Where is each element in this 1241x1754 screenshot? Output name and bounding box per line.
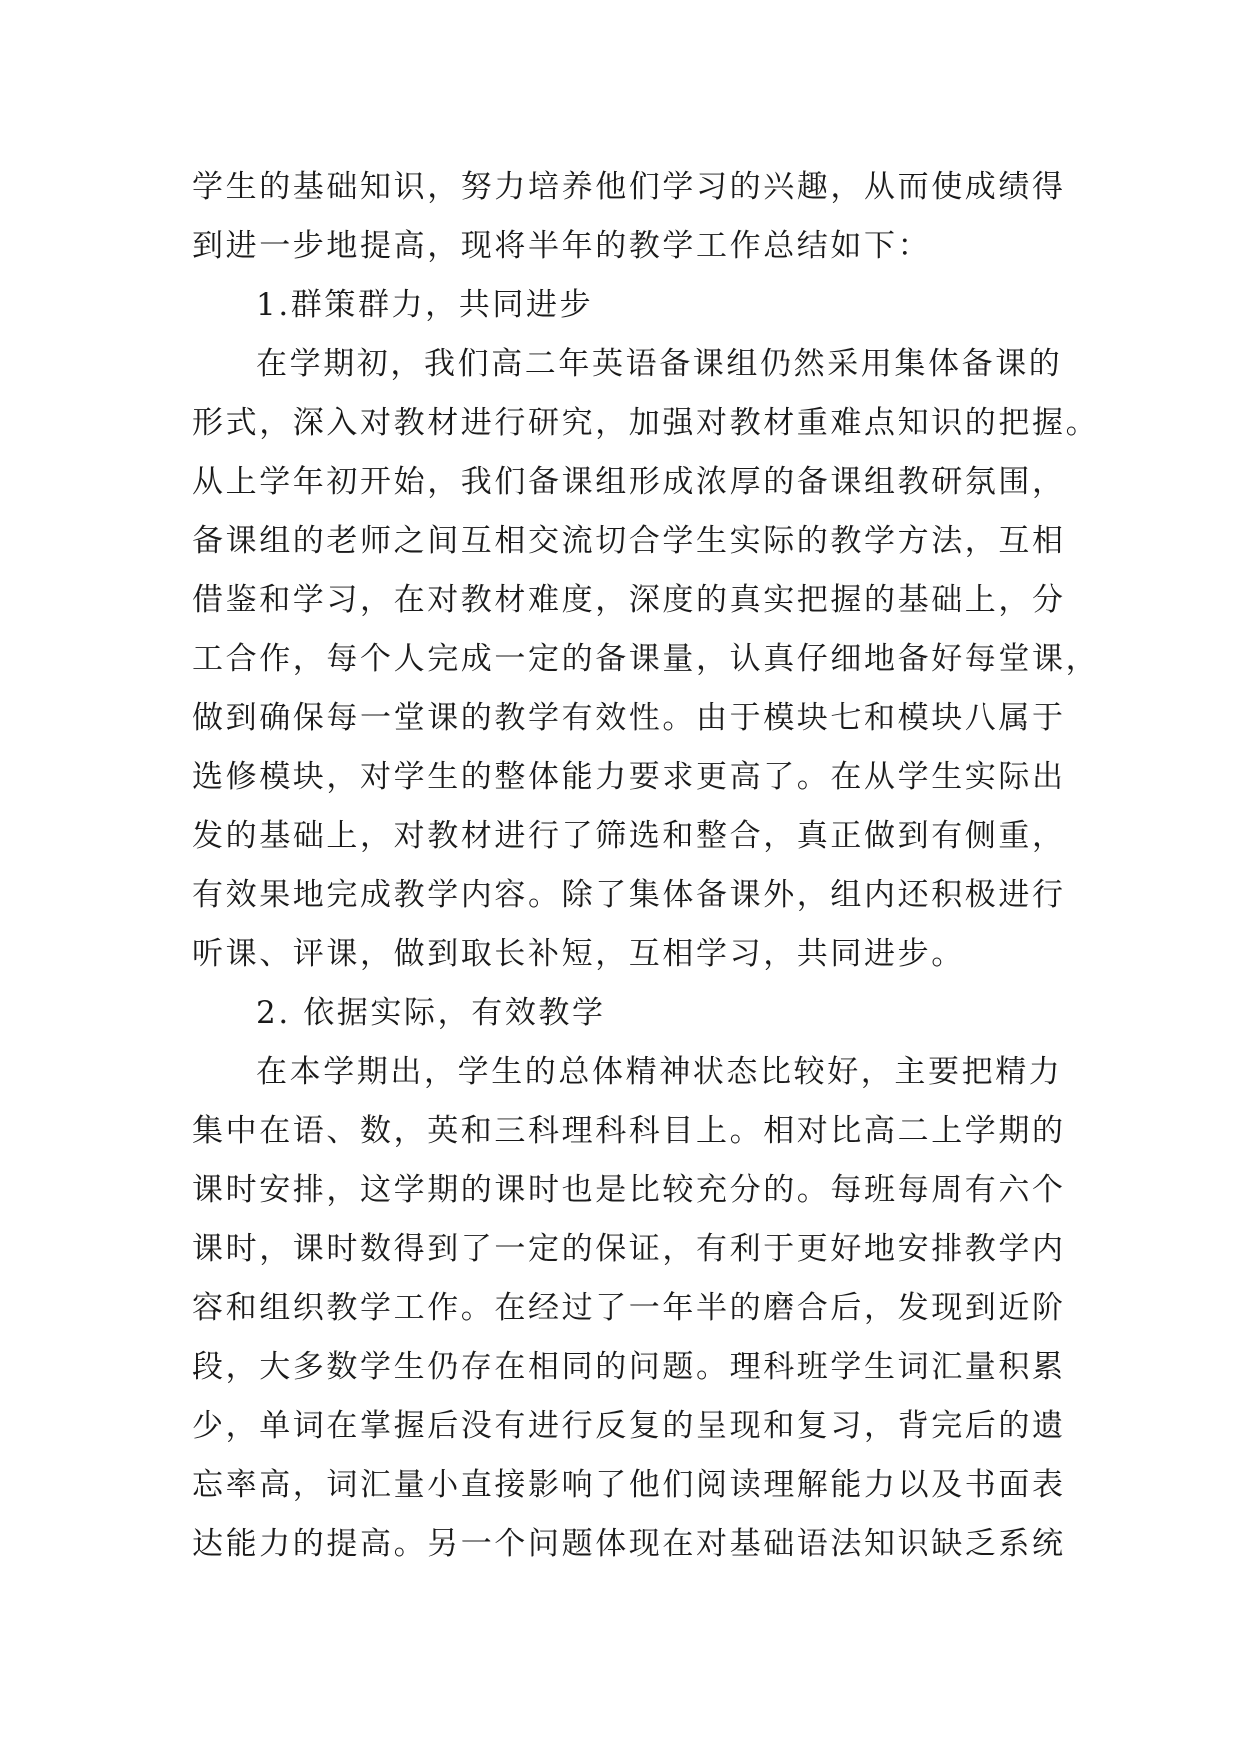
- text-line: 集中在语、数，英和三科理科科目上。相对比高二上学期的: [192, 1113, 1066, 1149]
- text-line: 选修模块，对学生的整体能力要求更高了。在从学生实际出: [192, 759, 1066, 795]
- text-line: 到进一步地提高，现将半年的教学工作总结如下：: [192, 228, 932, 264]
- text-line: 容和组织教学工作。在经过了一年半的磨合后，发现到近阶: [192, 1290, 1066, 1326]
- text-line: 借鉴和学习，在对教材难度，深度的真实把握的基础上，分: [192, 582, 1066, 618]
- text-line: 在本学期出，学生的总体精神状态比较好，主要把精力: [256, 1054, 1063, 1090]
- text-line: 忘率高，词汇量小直接影响了他们阅读理解能力以及书面表: [192, 1467, 1066, 1503]
- text-line: 发的基础上，对教材进行了筛选和整合，真正做到有侧重，: [192, 818, 1066, 854]
- section-heading-1: 1.群策群力，共同进步: [256, 287, 594, 323]
- section-heading-2: 2. 依据实际，有效教学: [256, 995, 606, 1031]
- text-line: 段，大多数学生仍存在相同的问题。理科班学生词汇量积累: [192, 1349, 1066, 1385]
- text-line: 做到确保每一堂课的教学有效性。由于模块七和模块八属于: [192, 700, 1066, 736]
- text-line: 有效果地完成教学内容。除了集体备课外，组内还积极进行: [192, 877, 1066, 913]
- text-line: 少，单词在掌握后没有进行反复的呈现和复习，背完后的遗: [192, 1408, 1066, 1444]
- text-line: 课时，课时数得到了一定的保证，有利于更好地安排教学内: [192, 1231, 1066, 1267]
- text-line: 工合作，每个人完成一定的备课量，认真仔细地备好每堂课，: [192, 641, 1100, 677]
- text-line: 达能力的提高。另一个问题体现在对基础语法知识缺乏系统: [192, 1526, 1066, 1562]
- text-line: 备课组的老师之间互相交流切合学生实际的教学方法，互相: [192, 523, 1066, 559]
- text-line: 课时安排，这学期的课时也是比较充分的。每班每周有六个: [192, 1172, 1066, 1208]
- text-line: 学生的基础知识，努力培养他们学习的兴趣，从而使成绩得: [192, 169, 1066, 205]
- body-text: [192, 158, 1100, 1574]
- text-line: 形式，深入对教材进行研究，加强对教材重难点知识的把握。: [192, 405, 1100, 441]
- text-line: 从上学年初开始，我们备课组形成浓厚的备课组教研氛围，: [192, 464, 1066, 500]
- text-line: 听课、评课，做到取长补短，互相学习，共同进步。: [192, 936, 965, 972]
- text-line: 在学期初，我们高二年英语备课组仍然采用集体备课的: [256, 346, 1063, 382]
